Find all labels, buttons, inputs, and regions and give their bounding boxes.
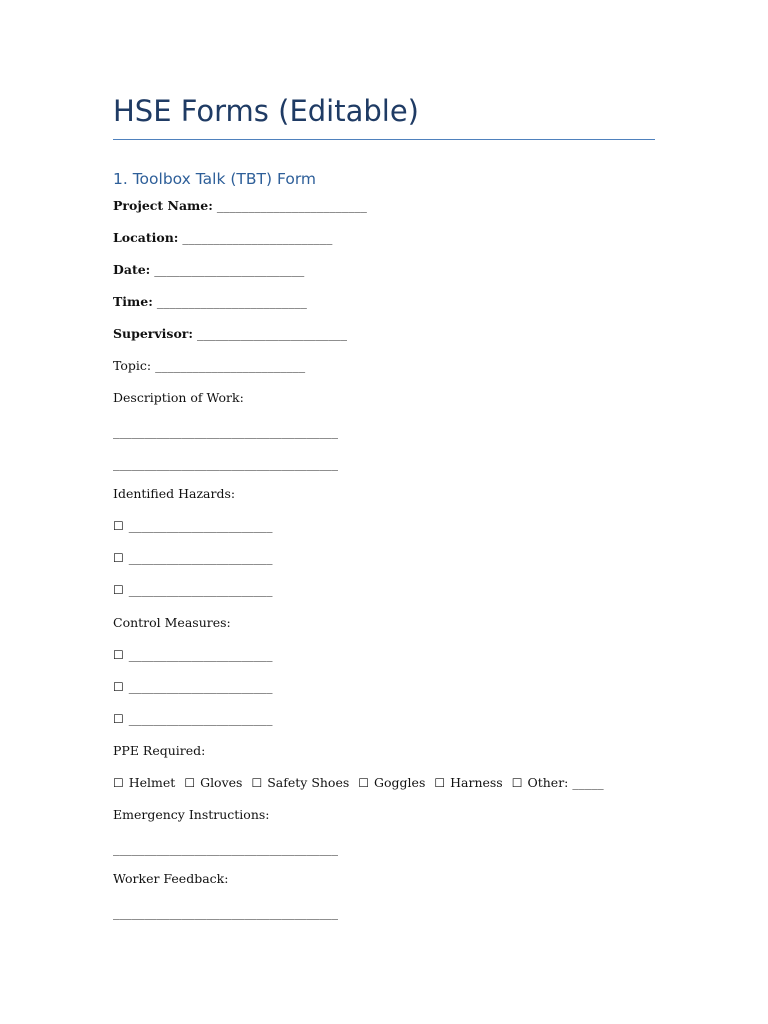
checkbox-icon[interactable]: ☐ [113, 551, 124, 565]
field-blank-date[interactable]: ________________________ [154, 262, 305, 277]
section-heading-tbt: 1. Toolbox Talk (TBT) Form [113, 170, 317, 188]
control-blank-3[interactable]: _______________________ [128, 711, 273, 726]
ppe-option-harness[interactable] [434, 775, 502, 790]
field-label: Date: [113, 262, 151, 277]
control-item [113, 679, 273, 695]
field-time [113, 294, 307, 310]
field-label: Time: [113, 294, 153, 309]
description-label: Description of Work: [113, 390, 244, 405]
checkbox-icon[interactable]: ☐ [113, 583, 124, 597]
control-item [113, 711, 273, 727]
emergency-line[interactable]: ____________________________________ [113, 841, 338, 856]
checkbox-icon[interactable]: ☐ [184, 776, 196, 790]
control-blank-2[interactable]: _______________________ [128, 679, 273, 694]
ppe-option-other[interactable] [512, 775, 604, 790]
field-blank-topic[interactable]: ________________________ [155, 358, 306, 373]
document-title: HSE Forms (Editable) [113, 94, 420, 128]
checkbox-icon[interactable]: ☐ [113, 712, 124, 726]
hazard-item [113, 518, 273, 534]
ppe-option-gloves[interactable] [184, 775, 242, 790]
ppe-options [113, 775, 604, 791]
description-line-1[interactable]: ____________________________________ [113, 424, 338, 439]
checkbox-icon[interactable]: ☐ [511, 776, 523, 790]
ppe-option-label: Harness [450, 775, 503, 790]
ppe-option-safety-shoes[interactable] [251, 775, 349, 790]
field-date [113, 262, 304, 278]
hazard-blank-2[interactable]: _______________________ [128, 550, 273, 565]
checkbox-icon[interactable]: ☐ [434, 776, 446, 790]
hazard-item [113, 550, 273, 566]
description-line-2[interactable]: ____________________________________ [113, 456, 338, 471]
hazard-blank-1[interactable]: _______________________ [128, 518, 273, 533]
field-blank-location[interactable]: ________________________ [182, 230, 333, 245]
field-location [113, 230, 332, 246]
ppe-option-label: Other: [527, 775, 569, 790]
controls-label: Control Measures: [113, 615, 231, 630]
hazard-item [113, 582, 273, 598]
checkbox-icon[interactable]: ☐ [113, 519, 124, 533]
ppe-option-label: Gloves [200, 775, 243, 790]
checkbox-icon[interactable]: ☐ [113, 648, 124, 662]
control-blank-1[interactable]: _______________________ [128, 647, 273, 662]
title-divider [113, 139, 655, 140]
ppe-option-goggles[interactable] [358, 775, 425, 790]
field-label: Location: [113, 230, 179, 245]
field-label: Project Name: [113, 198, 213, 213]
feedback-line[interactable]: ____________________________________ [113, 905, 338, 920]
checkbox-icon[interactable]: ☐ [113, 776, 124, 790]
field-blank-project-name[interactable]: ________________________ [216, 198, 367, 213]
checkbox-icon[interactable]: ☐ [113, 680, 124, 694]
emergency-label: Emergency Instructions: [113, 807, 270, 822]
ppe-option-label: Safety Shoes [267, 775, 350, 790]
field-label: Supervisor: [113, 326, 193, 341]
field-label: Topic: [113, 358, 152, 373]
ppe-label: PPE Required: [113, 743, 206, 758]
field-supervisor [113, 326, 347, 342]
ppe-option-helmet[interactable] [113, 775, 175, 790]
checkbox-icon[interactable]: ☐ [251, 776, 263, 790]
hazard-blank-3[interactable]: _______________________ [128, 582, 273, 597]
feedback-label: Worker Feedback: [113, 871, 229, 886]
ppe-other-blank[interactable]: _____ [572, 775, 604, 790]
field-blank-supervisor[interactable]: ________________________ [196, 326, 347, 341]
ppe-option-label: Helmet [128, 775, 176, 790]
field-project-name [113, 198, 367, 214]
control-item [113, 647, 273, 663]
hazards-label: Identified Hazards: [113, 486, 236, 501]
field-topic [113, 358, 305, 374]
checkbox-icon[interactable]: ☐ [358, 776, 370, 790]
ppe-option-label: Goggles [374, 775, 426, 790]
field-blank-time[interactable]: ________________________ [156, 294, 307, 309]
